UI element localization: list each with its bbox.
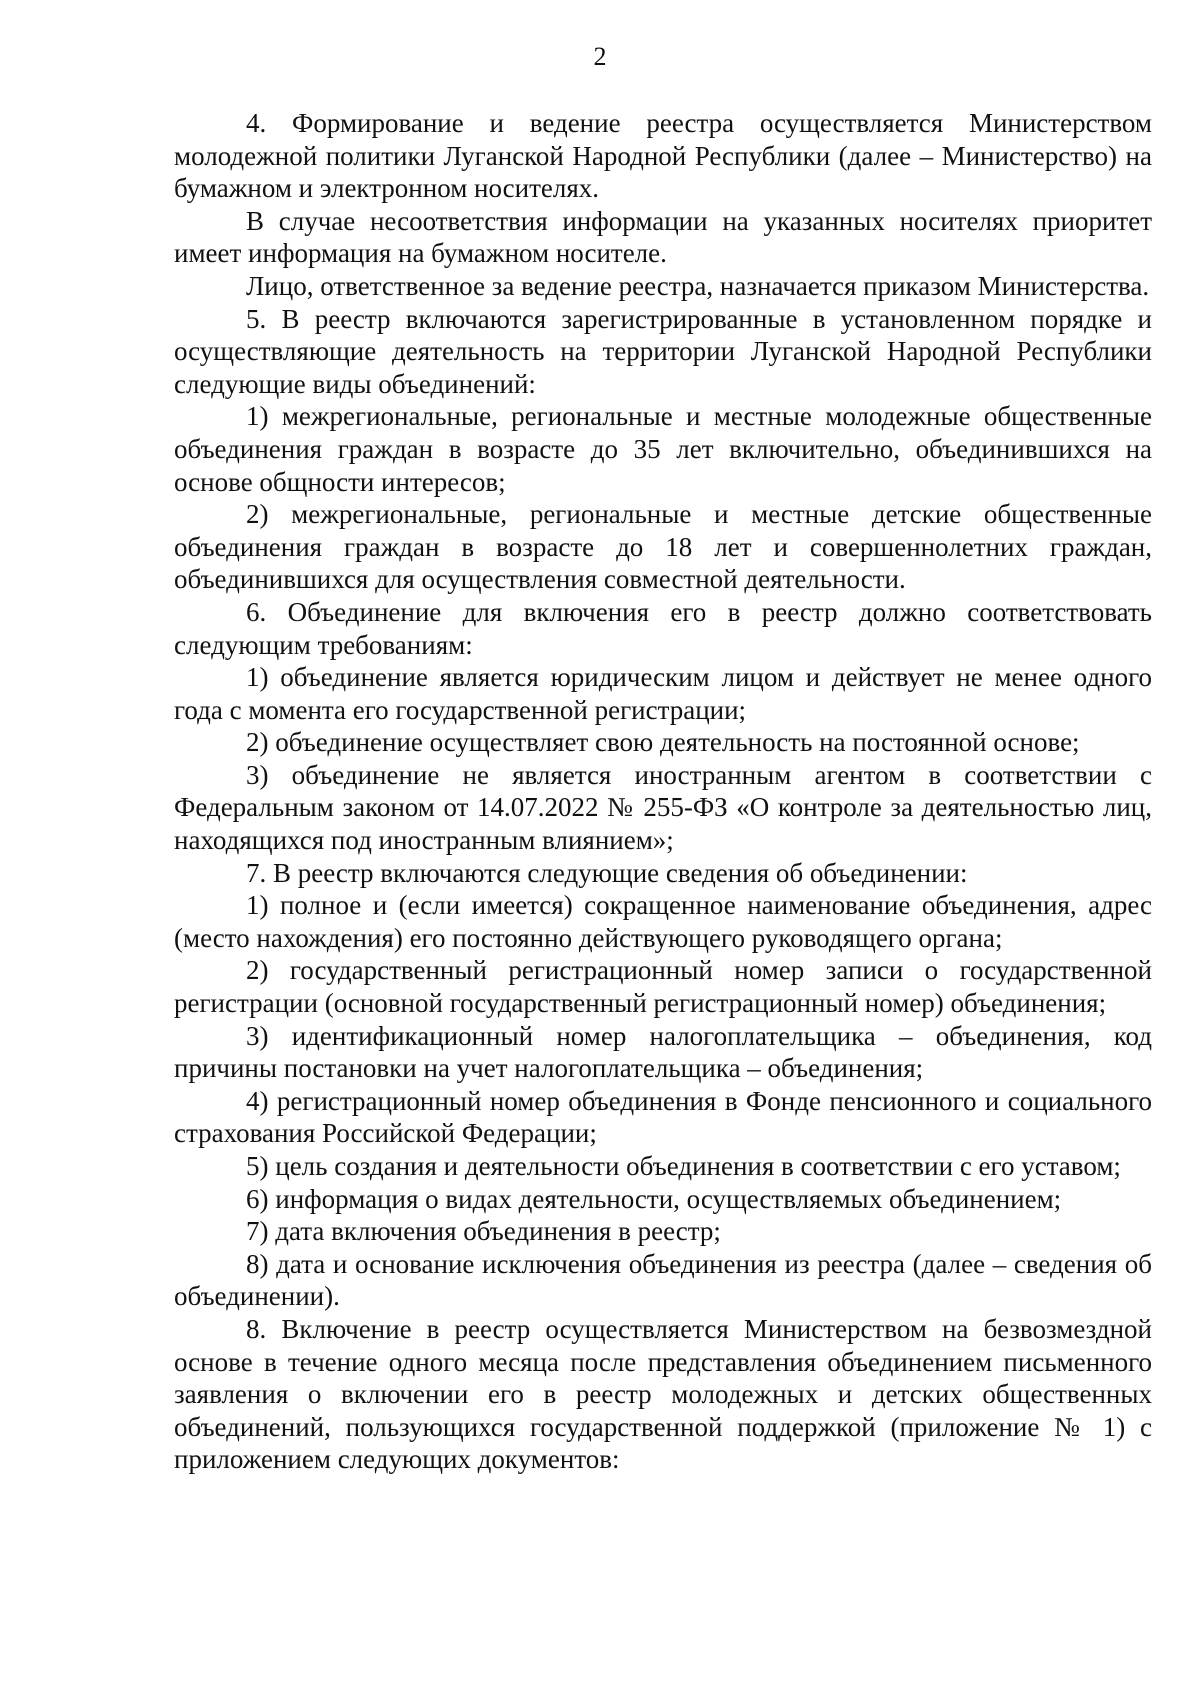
list-item-7-6: 6) информация о видах деятельности, осуществляемых объединением; <box>246 1183 1062 1214</box>
paragraph-7-registry-information: 7. В реестр включаются следующие сведения об объединении: <box>246 857 968 888</box>
list-item-5-2: 2) межрегиональные, региональные и местные детские общественные объединения граждан в возрасте до 18 лет и совершеннолетних граждан, объединившихся для осуществления совместной деятельности. <box>174 499 1152 595</box>
list-item-7-8: 8) дата и основание исключения объединения из реестра (далее – сведения об объединении). <box>174 1248 1152 1312</box>
list-item-7-7: 7) дата включения объединения в реестр; <box>246 1216 721 1247</box>
page-number: 2 <box>593 42 607 71</box>
list-item-6-3: 3) объединение не является иностранным агентом в соответствии с Федеральным законом от 14.07.2022 № 255-ФЗ «О контроле за деятельностью лиц, находящихся под иностранным влиянием»; <box>174 759 1152 856</box>
paragraph-4-registry-maintenance: 4. Формирование и ведение реестра осуществляется Министерством молодежной политики Луганской Народной Республики (далее – Министерство) на бумажном и электронном носителях. <box>174 108 1152 204</box>
list-item-6-2: 2) объединение осуществляет свою деятельность на постоянной основе; <box>246 727 1080 758</box>
document-body <box>174 107 1152 1476</box>
paragraph-8-inclusion-procedure: 8. Включение в реестр осуществляется Министерством на безвозмездной основе в течение одного месяца после представления объединением письменного заявления о включении его в реестр молодежных и детских общественных объединений, пользующихся государственной поддержкой (приложение № 1) с приложением следующих документов: <box>174 1313 1152 1475</box>
list-item-7-1: 1) полное и (если имеется) сокращенное наименование объединения, адрес (место нахождения) его постоянно действующего руководящего органа; <box>174 890 1152 953</box>
list-item-7-3: 3) идентификационный номер налогоплательщика – объединения, код причины постановки на учет налогоплательщика – объединения; <box>174 1020 1152 1084</box>
list-item-6-1: 1) объединение является юридическим лицом и действует не менее одного года с момента его государственной регистрации; <box>174 662 1152 725</box>
list-item-7-5: 5) цель создания и деятельности объединения в соответствии с его уставом; <box>246 1151 1121 1181</box>
list-item-5-1: 1) межрегиональные, региональные и местные молодежные общественные объединения граждан в возрасте до 35 лет включительно, объединившихся на основе общности интересов; <box>174 401 1152 497</box>
paragraph-priority-paper: В случае несоответствия информации на указанных носителях приоритет имеет информация на бумажном носителе. <box>174 205 1152 269</box>
list-item-7-2: 2) государственный регистрационный номер записи о государственной регистрации (основной государственный регистрационный номер) объединения; <box>174 955 1152 1019</box>
paragraph-5-included-associations: 5. В реестр включаются зарегистрированные в установленном порядке и осуществляющие деятельность на территории Луганской Народной Республики следующие виды объединений: <box>174 303 1152 399</box>
paragraph-responsible-person: Лицо, ответственное за ведение реестра, назначается приказом Министерства. <box>246 270 1150 301</box>
list-item-7-4: 4) регистрационный номер объединения в Фонде пенсионного и социального страхования Российской Федерации; <box>174 1085 1152 1149</box>
paragraph-6-requirements: 6. Объединение для включения его в реестр должно соответствовать следующим требованиям: <box>174 596 1152 660</box>
